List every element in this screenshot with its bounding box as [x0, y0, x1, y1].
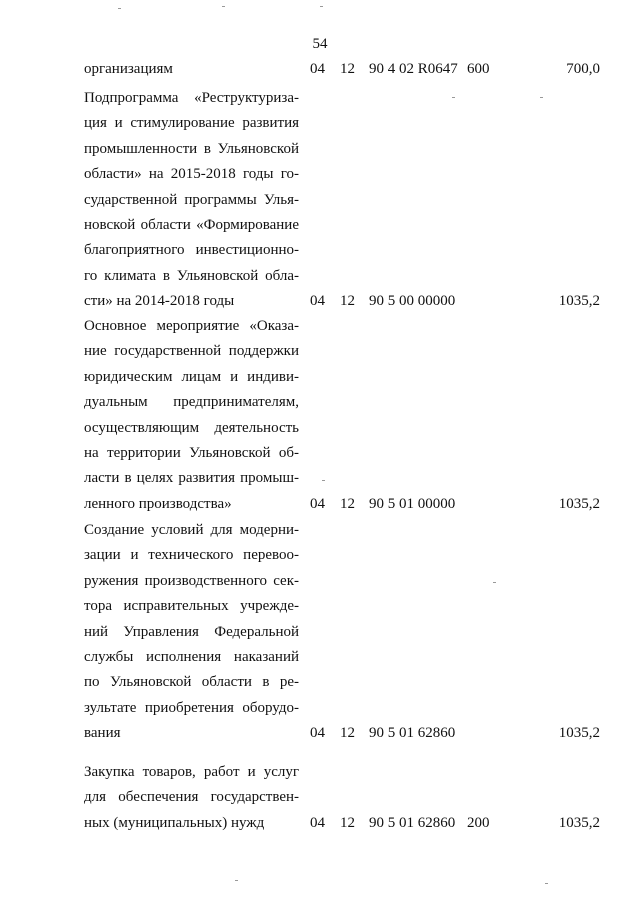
subsection-code: 12 [340, 496, 355, 512]
expense-type-code: 200 [467, 815, 490, 831]
scan-speck [222, 6, 225, 7]
description-line: юридическим лицам и индиви- [84, 368, 299, 385]
subsection-code: 12 [340, 815, 355, 831]
description-line: зультате приобретения оборудо- [84, 699, 299, 716]
expense-type-code: 600 [467, 61, 490, 77]
section-code: 04 [310, 61, 325, 77]
description-line: Основное мероприятие «Оказа- [84, 318, 299, 334]
page-number: 54 [312, 36, 328, 52]
target-article-code: 90 5 01 62860 [369, 725, 456, 741]
scan-speck [540, 97, 543, 98]
section-code: 04 [310, 293, 325, 309]
amount: 700,0 [566, 61, 600, 77]
description-line: ние государственной поддержки [84, 343, 299, 360]
target-article-code: 90 4 02 R0647 [369, 61, 458, 77]
description-line: Закупка товаров, работ и услуг [84, 764, 299, 780]
description-line: зации и технического перевоо- [84, 547, 299, 564]
description-line: ласти в целях развития промыш- [84, 470, 299, 487]
description-line: промышленности в Ульяновской [84, 140, 299, 157]
row-description [84, 314, 299, 517]
subsection-code: 12 [340, 61, 355, 77]
description-line: ных (муниципальных) нужд [84, 814, 265, 831]
row-description [84, 760, 299, 836]
section-code: 04 [310, 496, 325, 512]
target-article-code: 90 5 01 62860 [369, 815, 456, 831]
scan-speck [493, 582, 496, 583]
description-line: вания [84, 725, 121, 742]
description-line: дуальным предпринимателям, [84, 394, 299, 411]
section-code: 04 [310, 725, 325, 741]
subsection-code: 12 [340, 293, 355, 309]
description-line: осуществляющим деятельность [84, 419, 299, 436]
scan-speck [118, 8, 121, 9]
amount: 1035,2 [558, 725, 600, 741]
description-line: Подпрограмма «Реструктуриза- [84, 90, 299, 106]
description-line: организациям [84, 61, 173, 77]
description-line: Создание условий для модерни- [84, 522, 299, 538]
amount: 1035,2 [558, 496, 600, 512]
row-description [84, 57, 299, 82]
description-line: го климата в Ульяновской обла- [84, 267, 299, 284]
description-line: ружения производственного сек- [84, 572, 299, 589]
description-line: ция и стимулирование развития [84, 115, 299, 132]
description-line: области» на 2015-2018 годы го- [84, 166, 299, 183]
scan-speck [322, 480, 325, 481]
subsection-code: 12 [340, 725, 355, 741]
description-line: ленного производства» [84, 495, 232, 512]
scan-speck [545, 883, 548, 884]
target-article-code: 90 5 01 00000 [369, 496, 456, 512]
target-article-code: 90 5 00 00000 [369, 293, 456, 309]
scan-speck [320, 6, 323, 7]
description-line: благоприятного инвестиционно- [84, 242, 299, 259]
description-line: сударственной программы Улья- [84, 191, 299, 208]
description-line: по Ульяновской области в ре- [84, 674, 299, 691]
row-description [84, 86, 299, 315]
description-line: сти» на 2014-2018 годы [84, 293, 235, 310]
amount: 1035,2 [558, 815, 600, 831]
description-line: службы исполнения наказаний [84, 649, 299, 666]
scan-speck [452, 97, 455, 98]
scan-speck [235, 880, 238, 881]
amount: 1035,2 [558, 293, 600, 309]
description-line: тора исправительных учрежде- [84, 598, 299, 615]
section-code: 04 [310, 815, 325, 831]
description-line: новской области «Формирование [84, 217, 299, 234]
description-line: для обеспечения государствен- [84, 789, 299, 806]
description-line: на территории Ульяновской об- [84, 445, 299, 462]
row-description [84, 518, 299, 747]
description-line: ний Управления Федеральной [84, 623, 299, 640]
